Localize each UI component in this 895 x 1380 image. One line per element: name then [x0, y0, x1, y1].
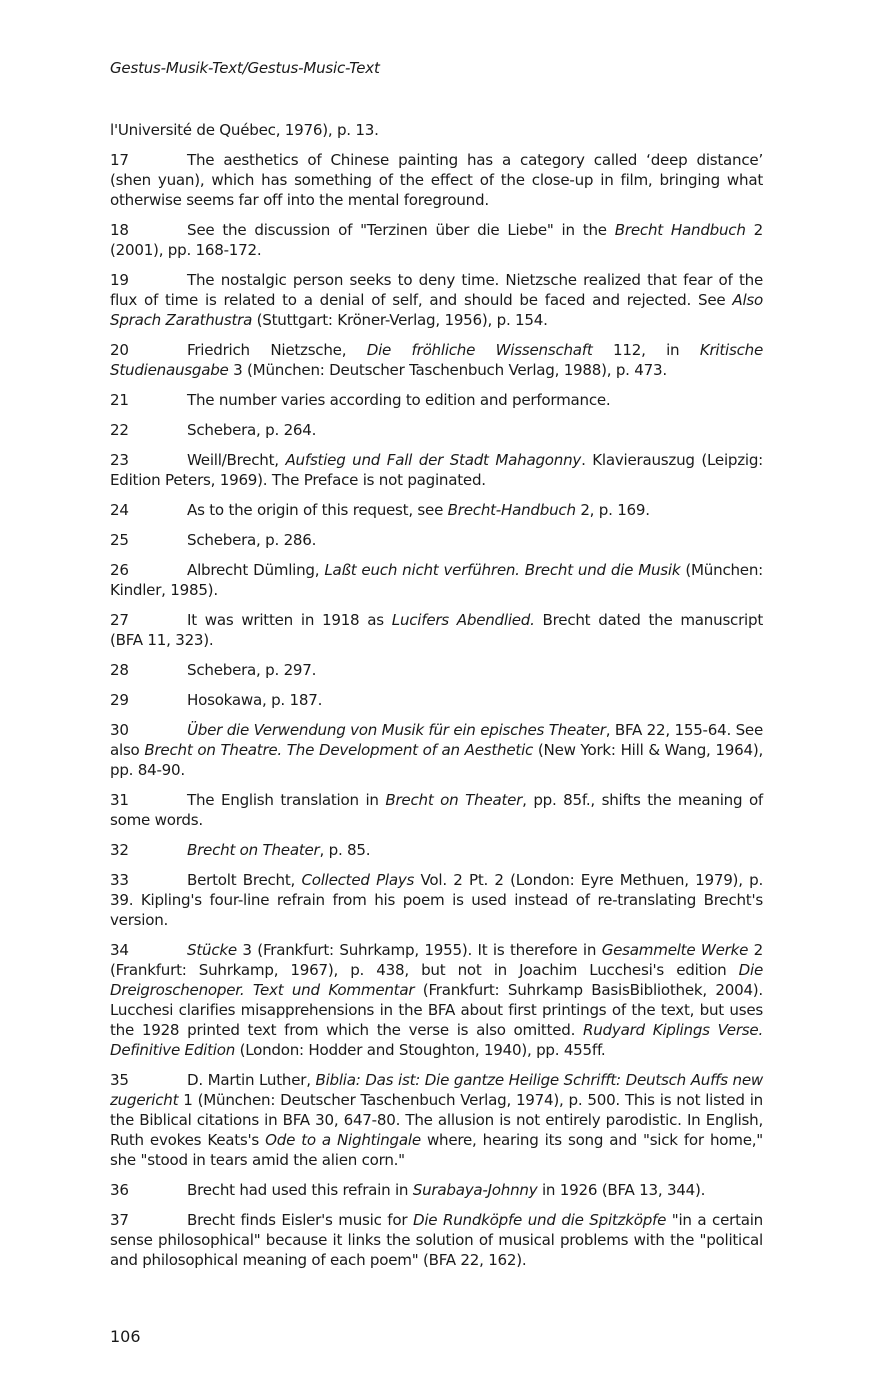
- endnote-text: The number varies according to edition and performance.: [187, 391, 611, 409]
- endnote-text: As to the origin of this request, see: [187, 501, 448, 519]
- endnote: [110, 450, 763, 490]
- endnote: [110, 220, 763, 260]
- endnote-number: 31: [110, 791, 129, 809]
- endnote-title-italic: Also Sprach Zarathustra: [110, 291, 763, 329]
- endnote-title-italic: Rudyard Kiplings Verse. Definitive Edition: [110, 1021, 763, 1059]
- endnote-title-italic: Über die Verwendung von Musik für ein episches Theater: [187, 721, 606, 739]
- endnote-number: 18: [110, 221, 129, 239]
- endnote-text: Albrecht Dümling,: [187, 561, 325, 579]
- endnote-title-italic: Die Dreigroschenoper. Text und Kommentar: [110, 961, 763, 999]
- endnote-number: 27: [110, 611, 129, 629]
- endnote-text: (München: Kindler, 1985).: [110, 561, 763, 599]
- endnote: [110, 1070, 763, 1170]
- endnote-title-italic: Gesammelte Werke: [601, 941, 749, 959]
- endnote-text: (Stuttgart: Kröner-Verlag, 1956), p. 154.: [252, 311, 548, 329]
- endnote-text: Friedrich Nietzsche,: [187, 341, 367, 359]
- endnote-number: 36: [110, 1181, 129, 1199]
- endnote-title-italic: Brecht on Theater: [187, 841, 320, 859]
- endnote-number: 30: [110, 721, 129, 739]
- endnote-text: 2 (Frankfurt: Suhrkamp, 1967), p. 438, but not in Joachim Lucchesi's edition: [110, 941, 763, 979]
- endnote-text: The aesthetics of Chinese painting has a category called ‘deep distance’ (shen yuan), which has something of the effect of the close-up in film, bringing what otherwise seems far off into the mental foreground.: [110, 151, 763, 209]
- endnote-number: 25: [110, 531, 129, 549]
- endnote-title-italic: Brecht Handbuch: [614, 221, 746, 239]
- endnote-text: , pp. 85f., shifts the meaning of some words.: [110, 791, 763, 829]
- endnote-text: where, hearing its song and "sick for home," she "stood in tears amid the alien corn.": [110, 1131, 763, 1169]
- endnote: [110, 840, 763, 860]
- endnote-text: Brecht dated the manuscript (BFA 11, 323).: [110, 611, 763, 649]
- endnote-title-italic: Surabaya-Johnny: [412, 1181, 538, 1199]
- endnote-text: (Frankfurt: Suhrkamp BasisBibliothek, 2004). Lucchesi clarifies misapprehensions in the BFA about first printings of the text, but uses the 1928 printed text from which the verse is also omitted.: [110, 981, 763, 1039]
- endnote-number: 26: [110, 561, 129, 579]
- endnote-text: , p. 85.: [319, 841, 371, 859]
- endnote-text: Hosokawa, p. 187.: [187, 691, 323, 709]
- endnote-text: The English translation in: [187, 791, 386, 809]
- endnote-text: in 1926 (BFA 13, 344).: [537, 1181, 706, 1199]
- endnote-text: 3 (München: Deutscher Taschenbuch Verlag, 1988), p. 473.: [228, 361, 667, 379]
- endnote: [110, 270, 763, 330]
- endnote-title-italic: Lucifers Abendlied.: [391, 611, 535, 629]
- endnote-text: Brecht finds Eisler's music for: [187, 1211, 413, 1229]
- endnote: [110, 150, 763, 210]
- endnote-number: 34: [110, 941, 129, 959]
- endnote: [110, 120, 763, 140]
- endnote: [110, 560, 763, 600]
- endnote-text: "in a certain sense philosophical" because it links the solution of musical problems with the "political and philosophical meaning of each poem" (BFA 22, 162).: [110, 1211, 763, 1269]
- endnote: [110, 420, 763, 440]
- endnote-title-italic: Brecht-Handbuch: [447, 501, 576, 519]
- endnote-title-italic: Ode to a Nightingale: [265, 1131, 421, 1149]
- endnote-text: Brecht had used this refrain in: [187, 1181, 413, 1199]
- endnote: [110, 870, 763, 930]
- endnote-text: Weill/Brecht,: [187, 451, 286, 469]
- endnote-text: Schebera, p. 264.: [187, 421, 317, 439]
- endnote-text: 2 (2001), pp. 168-172.: [110, 221, 764, 259]
- endnote-number: 29: [110, 691, 129, 709]
- endnote-text: Vol. 2 Pt. 2 (London: Eyre Methuen, 1979), p. 39. Kipling's four-line refrain from his poem is used instead of re-translating Brecht's version.: [110, 871, 763, 929]
- endnote: [110, 720, 763, 780]
- endnote-number: 20: [110, 341, 129, 359]
- endnote-text: l'Université de Québec, 1976), p. 13.: [110, 121, 379, 139]
- endnote-number: 21: [110, 391, 129, 409]
- endnote-title-italic: Stücke: [187, 941, 237, 959]
- endnote: [110, 610, 763, 650]
- endnote-title-italic: Kritische Studienausgabe: [110, 341, 764, 379]
- endnote-text: The nostalgic person seeks to deny time. Nietzsche realized that fear of the flux of time is related to a denial of self, and should be faced and rejected. See: [110, 271, 763, 309]
- endnote-text: Schebera, p. 297.: [187, 661, 317, 679]
- endnote: [110, 340, 763, 380]
- endnote-number: 37: [110, 1211, 129, 1229]
- running-head: Gestus-Musik-Text/Gestus-Music-Text: [110, 59, 380, 77]
- endnote-title-italic: Collected Plays: [301, 871, 415, 889]
- endnote-title-italic: Die fröhliche Wissenschaft: [366, 341, 593, 359]
- endnote-number: 22: [110, 421, 129, 439]
- endnote-title-italic: Aufstieg und Fall der Stadt Mahagonny: [285, 451, 582, 469]
- endnote-text: 112, in: [592, 341, 700, 359]
- endnote: [110, 1180, 763, 1200]
- endnote: [110, 500, 763, 520]
- endnote-title-italic: Laßt euch nicht verführen. Brecht und die Musik: [324, 561, 681, 579]
- endnote-number: 33: [110, 871, 129, 889]
- endnotes-list: [110, 120, 763, 1280]
- endnote-title-italic: Brecht on Theater: [385, 791, 523, 809]
- page-number: 106: [110, 1327, 141, 1346]
- endnote-number: 28: [110, 661, 129, 679]
- endnote-title-italic: Biblia: Das ist: Die gantze Heilige Schrifft: Deutsch Auffs new zugericht: [110, 1071, 763, 1109]
- endnote-text: 3 (Frankfurt: Suhrkamp, 1955). It is therefore in: [236, 941, 602, 959]
- endnote-number: 17: [110, 151, 129, 169]
- endnote-text: Schebera, p. 286.: [187, 531, 317, 549]
- endnote-text: See the discussion of "Terzinen über die Liebe" in the: [187, 221, 615, 239]
- endnote-text: (New York: Hill & Wang, 1964), pp. 84-90.: [110, 741, 764, 779]
- endnote-text: D. Martin Luther,: [187, 1071, 316, 1089]
- endnote-number: 23: [110, 451, 129, 469]
- endnote-text: . Klavierauszug (Leipzig: Edition Peters, 1969). The Preface is not paginated.: [110, 451, 763, 489]
- endnote-number: 19: [110, 271, 129, 289]
- endnote-text: It was written in 1918 as: [187, 611, 392, 629]
- endnote: [110, 940, 763, 1060]
- endnote: [110, 690, 763, 710]
- endnote: [110, 390, 763, 410]
- endnote-number: 32: [110, 841, 129, 859]
- endnote-number: 35: [110, 1071, 129, 1089]
- endnote-text: , BFA 22, 155-64. See also: [110, 721, 763, 759]
- endnote: [110, 1210, 763, 1270]
- endnote-number: 24: [110, 501, 129, 519]
- endnote-text: 2, p. 169.: [575, 501, 650, 519]
- endnote-title-italic: Brecht on Theatre. The Development of an Aesthetic: [144, 741, 534, 759]
- endnote: [110, 530, 763, 550]
- endnote-text: (London: Hodder and Stoughton, 1940), pp. 455ff.: [235, 1041, 606, 1059]
- endnote: [110, 660, 763, 680]
- endnote-title-italic: Die Rundköpfe und die Spitzköpfe: [412, 1211, 667, 1229]
- endnote-text: Bertolt Brecht,: [187, 871, 302, 889]
- endnote-text: 1 (München: Deutscher Taschenbuch Verlag, 1974), p. 500. This is not listed in the Biblical citations in BFA 30, 647-80. The allusion is not entirely parodistic. In English, Ruth evokes Keats's: [110, 1091, 763, 1149]
- endnote: [110, 790, 763, 830]
